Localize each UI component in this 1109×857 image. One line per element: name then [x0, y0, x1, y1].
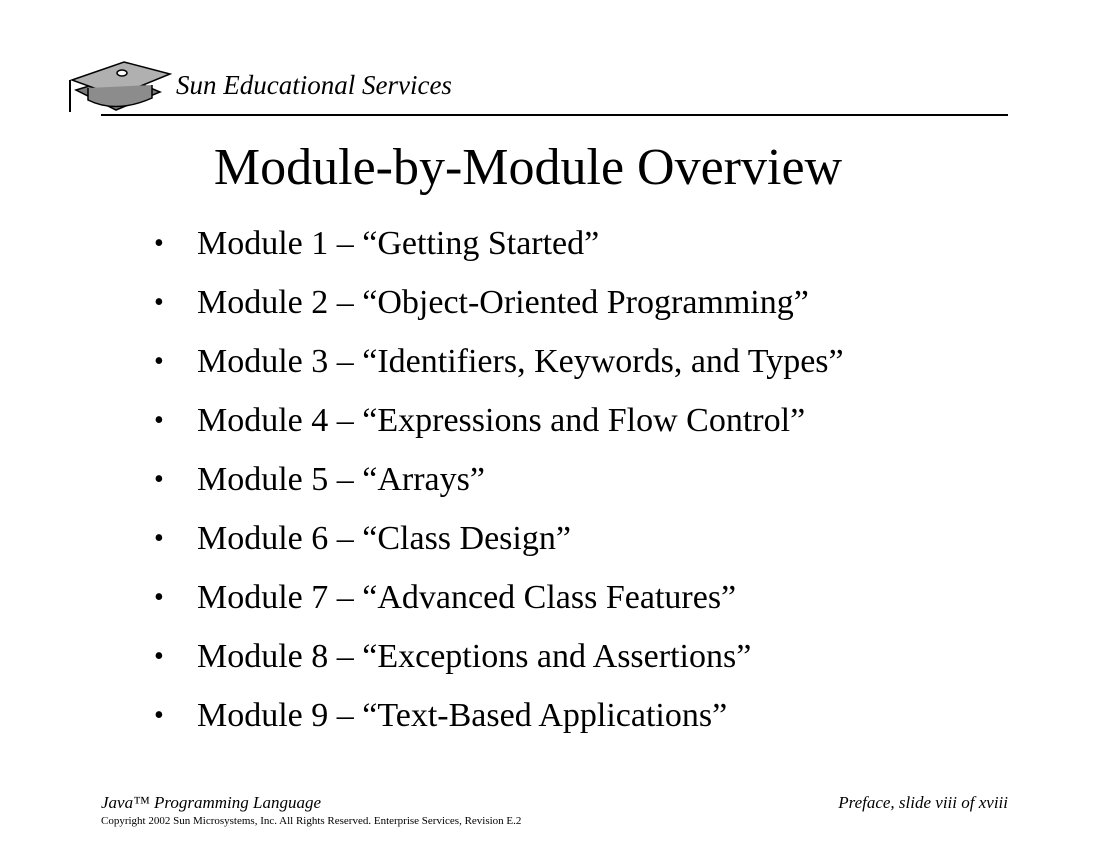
brand-name: Sun Educational Services: [176, 70, 452, 100]
module-item-text: Module 8 – “Exceptions and Assertions”: [197, 638, 752, 675]
header-divider: [101, 114, 1008, 116]
module-item-text: Module 9 – “Text-Based Applications”: [197, 697, 728, 734]
graduation-cap-icon: [66, 58, 172, 116]
course-name: Java™ Programming Language: [101, 793, 322, 812]
module-item-text: Module 6 – “Class Design”: [197, 520, 571, 557]
module-item-text: Module 5 – “Arrays”: [197, 461, 485, 498]
module-item-text: Module 2 – “Object-Oriented Programming”: [197, 284, 809, 321]
bullet-icon: •: [154, 700, 164, 731]
module-item-text: Module 1 – “Getting Started”: [197, 225, 600, 262]
module-item-text: Module 3 – “Identifiers, Keywords, and Types”: [197, 343, 844, 380]
slide-title: Module-by-Module Overview: [213, 139, 843, 196]
slide-header: [0, 0, 1109, 120]
bullet-icon: •: [154, 346, 164, 377]
bullet-icon: •: [154, 464, 164, 495]
slide-number: Preface, slide viii of xviii: [838, 793, 1008, 812]
bullet-icon: •: [154, 641, 164, 672]
module-item-text: Module 4 – “Expressions and Flow Control”: [197, 402, 806, 439]
bullet-icon: •: [154, 287, 164, 318]
module-item-text: Module 7 – “Advanced Class Features”: [197, 579, 737, 616]
bullet-icon: •: [154, 228, 164, 259]
bullet-icon: •: [154, 523, 164, 554]
copyright-notice: Copyright 2002 Sun Microsystems, Inc. All Rights Reserved. Enterprise Services, Revision E.2: [101, 815, 522, 827]
bullet-icon: •: [154, 405, 164, 436]
bullet-icon: •: [154, 582, 164, 613]
